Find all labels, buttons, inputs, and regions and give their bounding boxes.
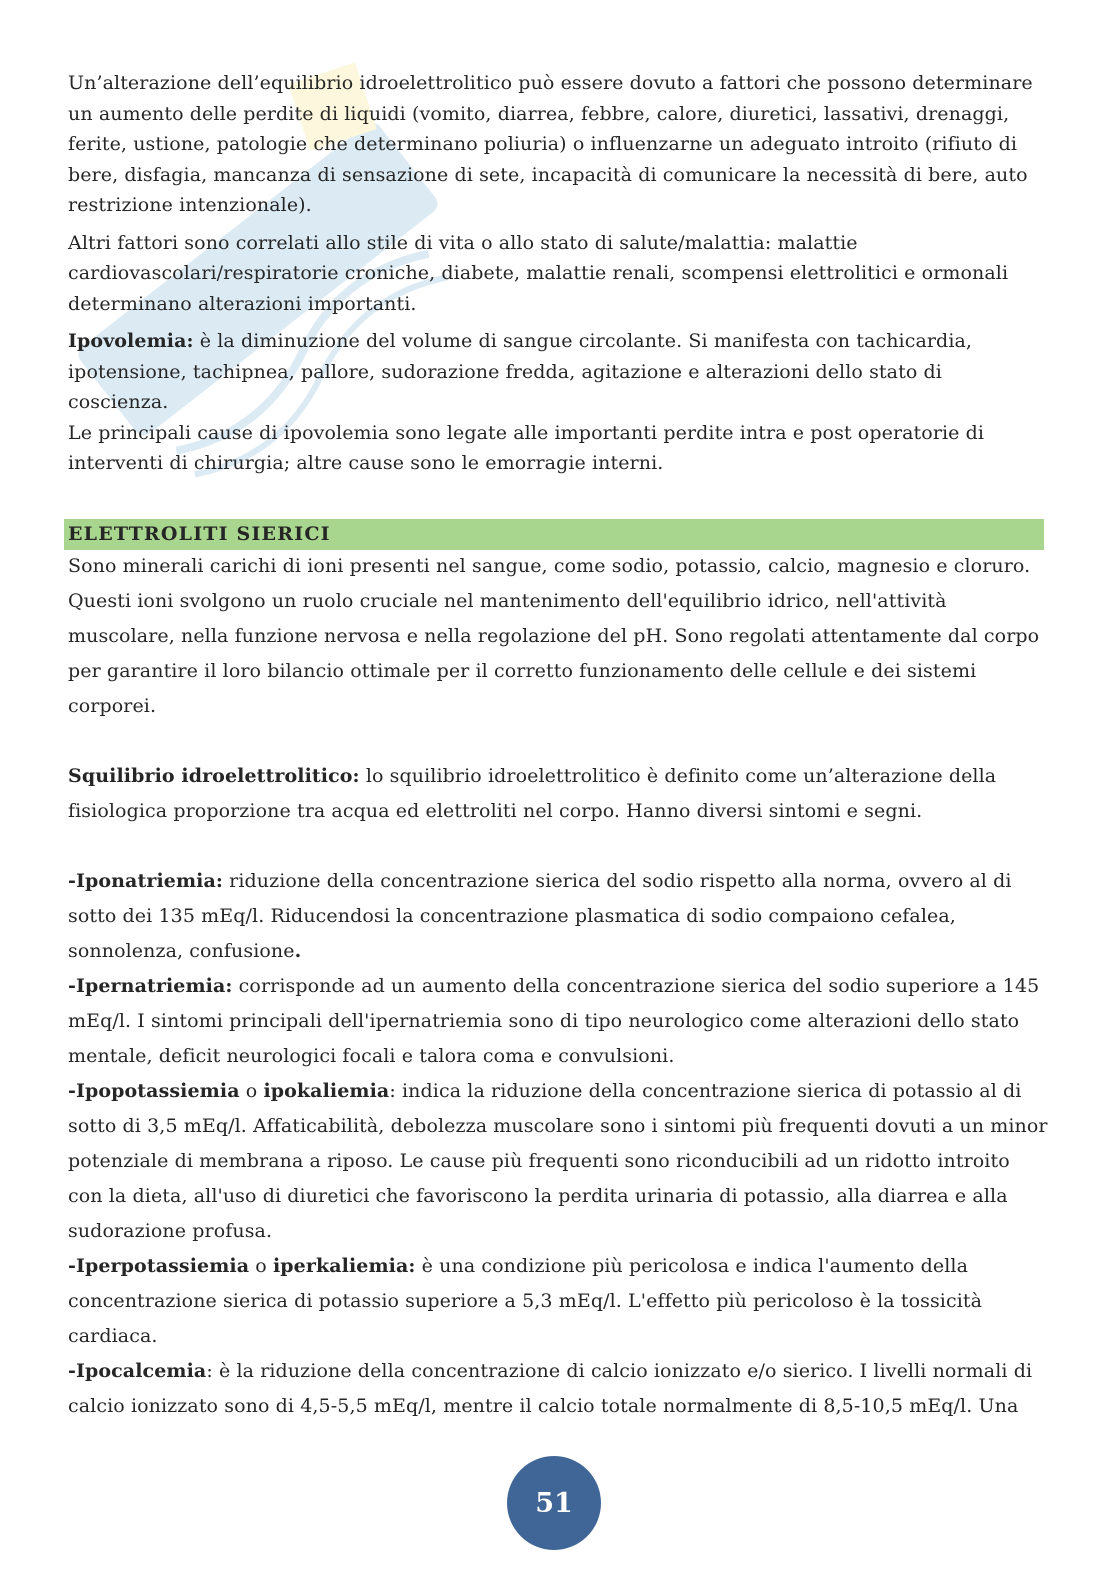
ipopotassiemia-paragraph xyxy=(68,1074,1048,1249)
iponatriemia-end: . xyxy=(294,940,302,962)
page-number-badge: 51 xyxy=(507,1456,601,1550)
iperpotassiemia-paragraph xyxy=(68,1249,1048,1354)
iperkaliemia-term: iperkaliemia: xyxy=(272,1255,416,1277)
iponatriemia-paragraph xyxy=(68,864,1048,969)
ipernatriemia-text: corrisponde ad un aumento della concentrazione sierica del sodio superiore a 145 mEq/l. I sintomi principali dell'ipernatriemia sono di tipo neurologico come alterazioni dello stato mentale, deficit neurologici focali e talora coma e convulsioni. xyxy=(68,975,1040,1067)
squilibrio-term: Squilibrio idroelettrolitico: xyxy=(68,765,360,787)
intro-paragraph-2: Altri fattori sono correlati allo stile di vita o allo stato di salute/malattia: malattie cardiovascolari/respiratorie croniche, diabete, malattie renali, scompensi elettrolitici e ormonali determinano alterazioni importanti. xyxy=(68,231,1009,315)
ipopotassiemia-term: -Ipopotassiemia xyxy=(68,1080,240,1102)
intro-paragraph-4: Le principali cause di ipovolemia sono legate alle importanti perdite intra e post operatorie di interventi di chirurgia; altre cause sono le emorragie interni. xyxy=(68,421,985,474)
ipovolemia-term: Ipovolemia: xyxy=(68,330,194,352)
ipocalcemia-text: : è la riduzione della concentrazione di calcio ionizzato e/o sierico. I livelli normali di calcio ionizzato sono di 4,5-5,5 mEq/l, mentre il calcio totale normalmente di 8,5-10,5 mEq/l. Una xyxy=(68,1360,1033,1417)
iperpotassiemia-term: -Iperpotassiemia xyxy=(68,1255,250,1277)
iperpotassiemia-or: o xyxy=(249,1255,273,1277)
section-heading-text: ELETTROLITI SIERICI xyxy=(68,523,331,545)
ipokaliemia-term: ipokaliemia xyxy=(263,1080,390,1102)
section-heading xyxy=(64,519,1044,550)
ipopotassiemia-text: : indica la riduzione della concentrazione sierica di potassio al di sotto di 3,5 mEq/l. Affaticabilità, debolezza muscolare sono i sintomi più frequenti dovuti a un minor potenziale di membrana a riposo. Le cause più frequenti sono riconducibili ad un ridotto introito con la dieta, all'uso di diuretici che favoriscono la perdita urinaria di potassio, alla diarrea e alla sudorazione profusa. xyxy=(68,1080,1048,1242)
iperpotassiemia-text: è una condizione più pericolosa e indica l'aumento della concentrazione sierica di potassio superiore a 5,3 mEq/l. L'effetto più pericoloso è la tossicità cardiaca. xyxy=(68,1255,983,1347)
squilibrio-text: lo squilibrio idroelettrolitico è definito come un’alterazione della fisiologica proporzione tra acqua ed elettroliti nel corpo. Hanno diversi sintomi e segni. xyxy=(68,765,997,822)
ipovolemia-paragraph xyxy=(68,326,1046,418)
squilibrio-paragraph xyxy=(68,759,1048,829)
electrolytes-section xyxy=(68,549,1048,1424)
intro-paragraph-1: Un’alterazione dell’equilibrio idroelettrolitico può essere dovuto a fattori che possono determinare un aumento delle perdite di liquidi (vomito, diarrea, febbre, calore, diuretici, lassativi, drenaggi, ferite, ustione, patologie che determinano poliuria) o influenzarne un adeguato introito (rifiuto di bere, disfagia, mancanza di sensazione di sete, incapacità di comunicare la necessità di bere, auto restrizione intenzionale). xyxy=(68,72,1033,216)
ipocalcemia-paragraph xyxy=(68,1354,1048,1424)
ipopotassiemia-or: o xyxy=(239,1080,264,1102)
ipocalcemia-term: -Ipocalcemia xyxy=(68,1360,207,1382)
iponatriemia-text: riduzione della concentrazione sierica del sodio rispetto alla norma, ovvero al di sotto dei 135 mEq/l. Riducendosi la concentrazione plasmatica di sodio compaiono cefalea, sonnolenza, confusione xyxy=(68,870,1012,962)
ipovolemia-text: è la diminuzione del volume di sangue circolante. Si manifesta con tachicardia, ipotensione, tachipnea, pallore, sudorazione fredda, agitazione e alterazioni dello stato di coscienza. xyxy=(68,330,973,413)
ipernatriemia-paragraph xyxy=(68,969,1048,1074)
electrolytes-paragraph: Sono minerali carichi di ioni presenti nel sangue, come sodio, potassio, calcio, magnesio e cloruro. Questi ioni svolgono un ruolo cruciale nel mantenimento dell'equilibrio idrico, nell'attività muscolare, nella funzione nervosa e nella regolazione del pH. Sono regolati attentamente dal corpo per garantire il loro bilancio ottimale per il corretto funzionamento delle cellule e dei sistemi corporei. xyxy=(68,555,1040,717)
iponatriemia-term: -Iponatriemia: xyxy=(68,870,223,892)
intro-section xyxy=(68,68,1046,479)
ipernatriemia-term: -Ipernatriemia: xyxy=(68,975,233,997)
